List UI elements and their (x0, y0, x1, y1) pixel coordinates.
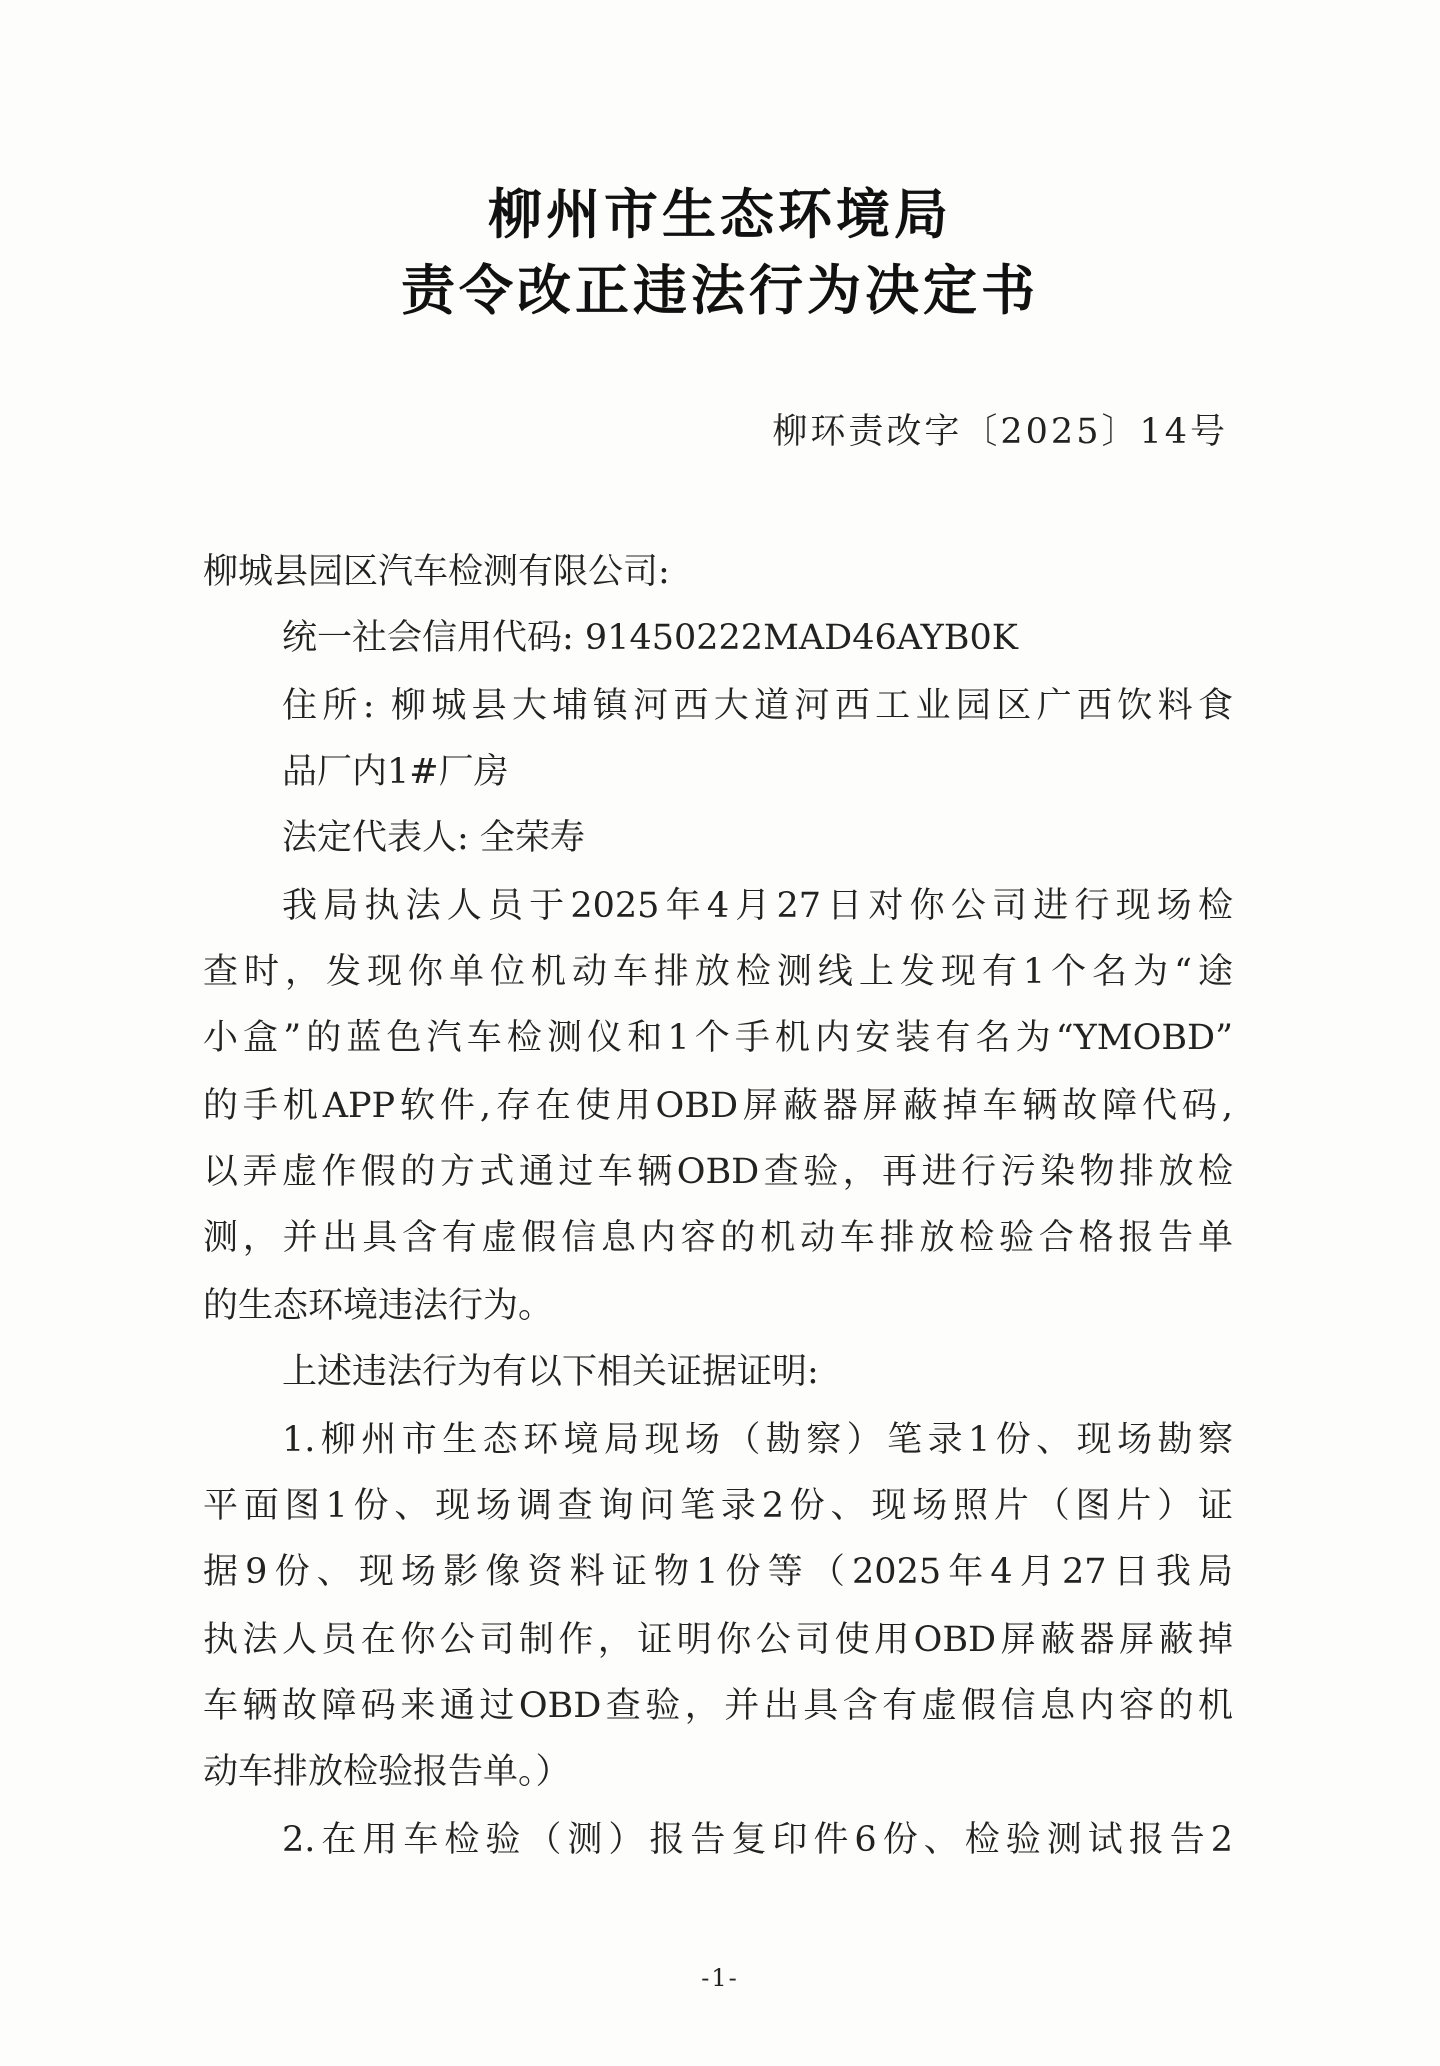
evidence-line: 执法人员在你公司制作，证明你公司使用OBD屏蔽器屏蔽掉 (203, 1620, 1233, 1660)
address-line: 住所: 柳城县大埔镇河西大道河西工业园区广西饮料食 (282, 686, 1233, 726)
body-line: 查时，发现你单位机动车排放检测线上发现有1个名为“途 (203, 952, 1233, 992)
page-number: -1- (701, 1964, 739, 1992)
legal-representative: 法定代表人: 全荣寿 (282, 818, 585, 858)
document-number: 柳环责改字〔2025〕14号 (772, 412, 1228, 452)
body-line: 以弄虚作假的方式通过车辆OBD查验，再进行污染物排放检 (203, 1152, 1233, 1192)
document-title-line2: 责令改正违法行为决定书 (401, 258, 1039, 322)
evidence-line: 动车排放检验报告单。） (203, 1752, 571, 1792)
evidence-line: 2.在用车检验（测）报告复印件6份、检验测试报告2 (282, 1820, 1233, 1860)
body-line: 测，并出具含有虚假信息内容的机动车排放检验合格报告单 (203, 1218, 1233, 1258)
body-line: 小盒”的蓝色汽车检测仪和1个手机内安装有名为“YMOBD” (203, 1018, 1233, 1058)
evidence-line: 1.柳州市生态环境局现场（勘察）笔录1份、现场勘察 (282, 1420, 1233, 1460)
address-line: 品厂内1#厂房 (282, 752, 509, 792)
body-line: 我局执法人员于2025年4月27日对你公司进行现场检 (282, 886, 1233, 926)
evidence-intro: 上述违法行为有以下相关证据证明: (282, 1352, 819, 1392)
evidence-line: 据9份、现场影像资料证物1份等（2025年4月27日我局 (203, 1552, 1233, 1592)
evidence-line: 平面图1份、现场调查询问笔录2份、现场照片（图片）证 (203, 1486, 1233, 1526)
document-title-line1: 柳州市生态环境局 (488, 182, 952, 246)
recipient-company: 柳城县园区汽车检测有限公司: (203, 552, 670, 592)
credit-code: 统一社会信用代码: 91450222MAD46AYB0K (282, 618, 1018, 658)
body-line: 的手机APP软件,存在使用OBD屏蔽器屏蔽掉车辆故障代码, (203, 1086, 1233, 1126)
evidence-line: 车辆故障码来通过OBD查验，并出具含有虚假信息内容的机 (203, 1686, 1233, 1726)
body-line: 的生态环境违法行为。 (203, 1286, 554, 1326)
